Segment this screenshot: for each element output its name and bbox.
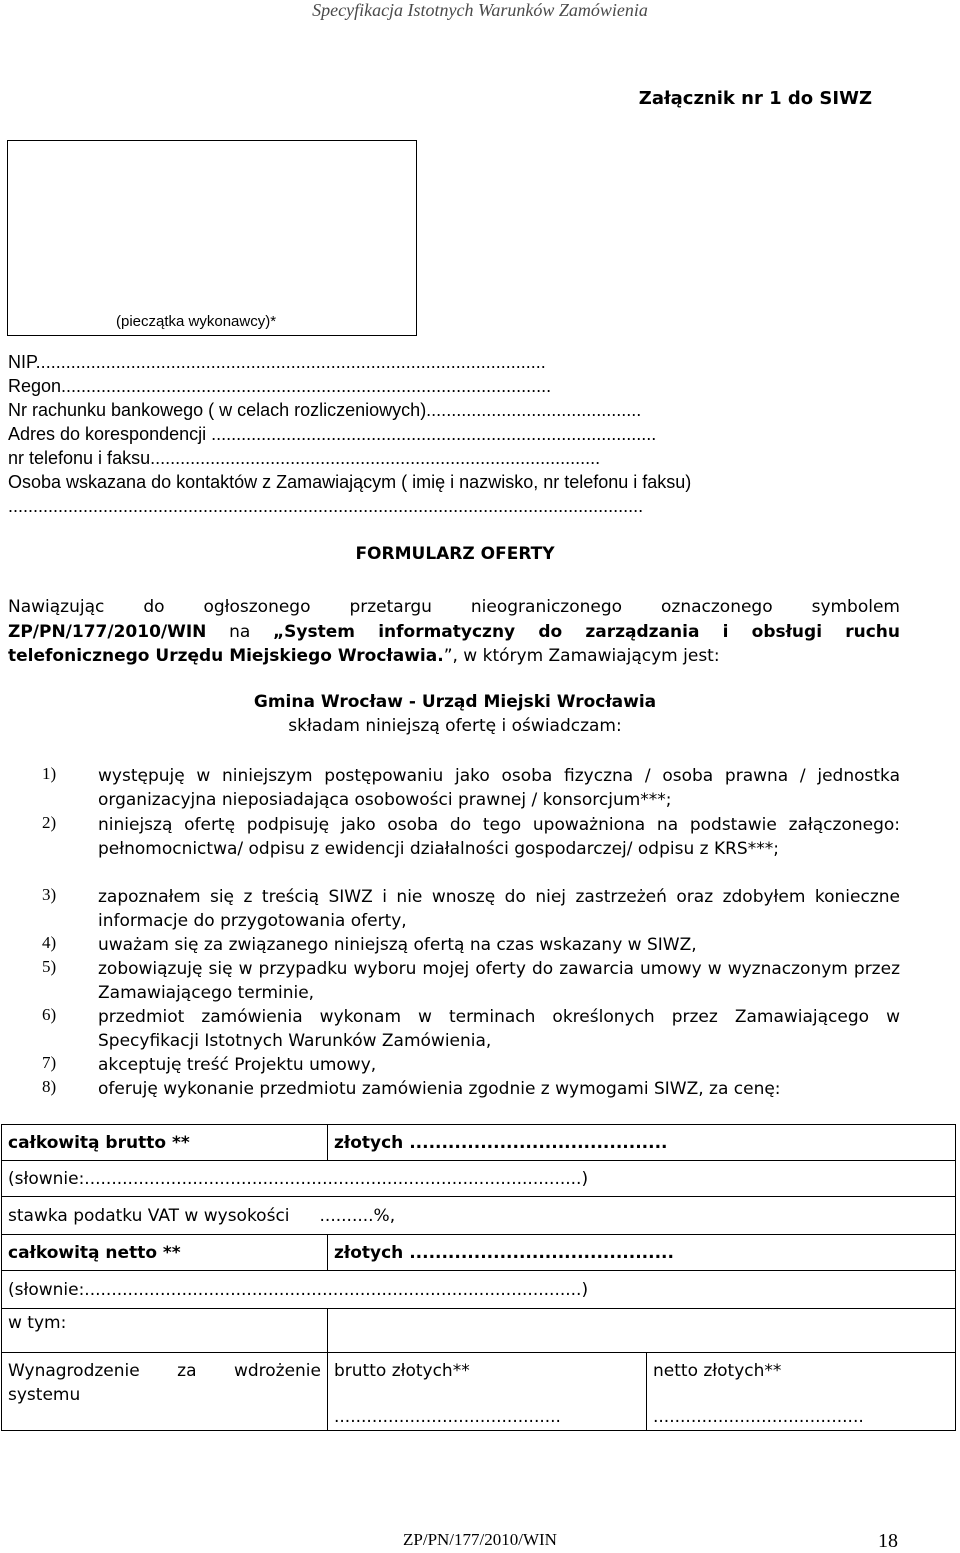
page-number: 18 [878, 1530, 898, 1552]
gross-words: (słownie:............................................................................................) [2, 1161, 956, 1197]
table-row [2, 1161, 956, 1197]
including-label: w tym: [2, 1309, 328, 1353]
intro-text-1: Nawiązując do ogłoszonego przetargu nieograniczonego oznaczonego symbolem [8, 597, 900, 617]
vat-value: ..........%, [319, 1205, 396, 1226]
implementation-label: Wynagrodzenie za wdrożenie systemu [2, 1353, 328, 1431]
address-field: Adres do korespondencji ......................................................................................... [8, 424, 657, 444]
attachment-label: Załącznik nr 1 do SIWZ [638, 88, 872, 109]
list-item: przedmiot zamówienia wykonam w terminach określonych przez Zamawiającego w Specyfikacji Istotnych Warunków Zamówienia, [98, 1007, 900, 1051]
table-row [2, 1125, 956, 1161]
bank-account-field: Nr rachunku bankowego ( w celach rozliczeniowych)........................................... [8, 400, 642, 420]
net-words: (słownie:............................................................................................) [2, 1271, 956, 1309]
price-table [1, 1124, 956, 1431]
buyer-name: Gmina Wrocław - Urząd Miejski Wrocławia [253, 692, 657, 712]
gross-label: całkowitą brutto ** [2, 1125, 328, 1161]
declaration-text: składam niniejszą ofertę i oświadczam: [288, 716, 622, 736]
phone-fax-field: nr telefonu i faksu.......................................................................................... [8, 448, 601, 468]
table-row [2, 1309, 956, 1353]
vat-label: stawka podatku VAT w wysokości [8, 1205, 290, 1226]
list-number: 7) [42, 1053, 57, 1072]
table-row [2, 1271, 956, 1309]
list-number: 3) [42, 885, 57, 904]
contact-person-field: Osoba wskazana do kontaktów z Zamawiającym ( imię i nazwisko, nr telefonu i faksu) [8, 472, 692, 492]
intro-paragraph [8, 595, 900, 669]
tender-subject: „System informatyczny do zarządzania i obsługi ruchu telefonicznego Urzędu Miejskiego Wrocławia. [8, 621, 901, 666]
list-number: 4) [42, 933, 57, 952]
gross-value: złotych ........................................ [328, 1125, 956, 1161]
list-item: uważam się za związanego niniejszą ofertą na czas wskazany w SIWZ, [98, 935, 697, 955]
list-item: oferuję wykonanie przedmiotu zamówienia zgodnie z wymogami SIWZ, za cenę: [98, 1079, 781, 1099]
implementation-net [647, 1353, 956, 1431]
impl-net-dots: ....................................... [653, 1407, 864, 1427]
list-number: 2) [42, 813, 57, 832]
nip-field: NIP...................................................................................................... [8, 352, 546, 372]
net-value: złotych ......................................... [328, 1235, 956, 1271]
contractor-stamp-box [7, 140, 417, 336]
table-row [2, 1197, 956, 1235]
impl-gross-label: brutto złotych** [334, 1361, 470, 1381]
form-title: FORMULARZ OFERTY [355, 544, 555, 564]
list-number: 6) [42, 1005, 57, 1024]
intro-text-2: na [206, 621, 273, 642]
list-item: zapoznałem się z treścią SIWZ i nie wnoszę do niej zastrzeżeń oraz zdobyłem konieczne informacje do przygotowania oferty, [98, 887, 900, 931]
stamp-label: (pieczątka wykonawcy)* [116, 313, 277, 329]
regon-field: Regon.................................................................................................. [8, 376, 552, 396]
intro-text-3: ”, w którym Zamawiającym jest: [443, 646, 720, 666]
impl-net-label: netto złotych** [653, 1361, 782, 1381]
contact-person-dots: ............................................................................................................................... [8, 496, 644, 516]
list-item: występuję w niniejszym postępowaniu jako osoba fizyczna / osoba prawna / jednostka organizacyjna nieposiadająca osobowości prawnej / konsorcjum***; [98, 766, 900, 810]
list-item: niniejszą ofertę podpisuję jako osoba do tego upoważniona na podstawie załączonego: pełnomocnictwa/ odpisu z ewidencji działalności gospodarczej/ odpisu z KRS***; [98, 815, 900, 859]
footer-symbol: ZP/PN/177/2010/WIN [403, 1530, 557, 1549]
list-number: 8) [42, 1077, 57, 1096]
list-number: 5) [42, 957, 57, 976]
net-label: całkowitą netto ** [2, 1235, 328, 1271]
list-number: 1) [42, 764, 57, 783]
tender-symbol: ZP/PN/177/2010/WIN [8, 621, 207, 642]
list-item: zobowiązuję się w przypadku wyboru mojej oferty do zawarcia umowy w wyznaczonym przez Zamawiającego terminie, [98, 959, 900, 1003]
list-item: akceptuję treść Projektu umowy, [98, 1055, 377, 1075]
impl-gross-dots: .......................................... [334, 1407, 561, 1427]
table-row [2, 1353, 956, 1431]
running-header: Specyfikacja Istotnych Warunków Zamówienia [312, 0, 648, 20]
table-row [2, 1235, 956, 1271]
implementation-gross [328, 1353, 647, 1431]
vat-cell [2, 1197, 956, 1235]
